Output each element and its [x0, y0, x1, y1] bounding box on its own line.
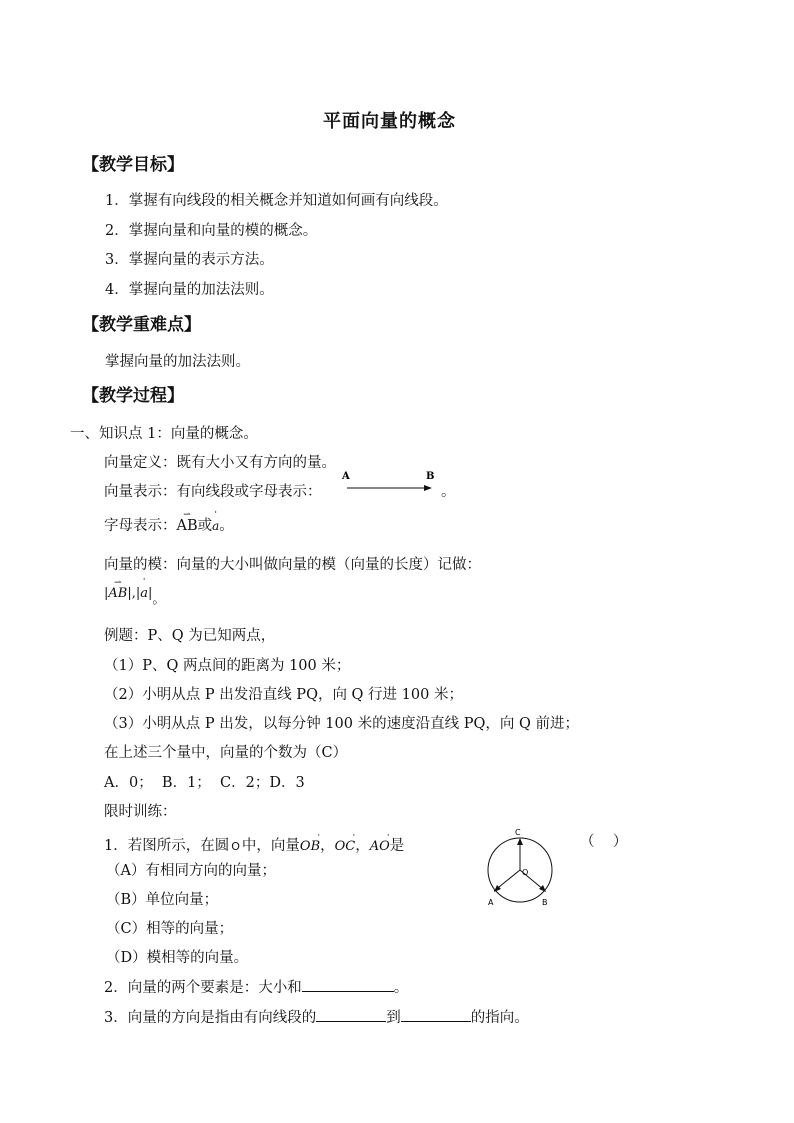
q1-option: （C）相等的向量； — [106, 921, 234, 937]
question-1: 1．若图所示，在圆 O 中，向量 · OB， · OC， · AO是 — [104, 831, 405, 854]
example-item: （3）小明从点 P 出发，以每分钟 100 米的速度沿直线 PQ，向 Q 前进； — [104, 716, 579, 732]
vector-representation — [104, 480, 322, 501]
vector-ab: ⇀ AB — [176, 510, 198, 534]
vector-arrow-icon: ˈ — [214, 511, 217, 521]
blank-line — [401, 1007, 471, 1022]
circle-diagram-svg — [484, 826, 564, 912]
vector-arrow-icon: ˈ — [142, 578, 146, 588]
knowledge-heading: 一、知识点 1：向量的概念。 — [70, 426, 258, 442]
objective-item: 2．掌握向量和向量的模的概念。 — [105, 223, 318, 239]
objective-item: 4．掌握向量的加法法则。 — [105, 282, 274, 298]
answer-paren: （ ） — [580, 834, 628, 850]
vector-a: ˈ a — [140, 578, 149, 601]
question-2: 2．向量的两个要素是：大小和 。 — [104, 976, 408, 997]
key-point-text: 掌握向量的加法法则。 — [105, 354, 250, 370]
page-title: 平面向量的概念 — [323, 111, 456, 132]
arrowhead-c-icon — [517, 838, 523, 845]
example-intro: 例题：P、Q 为已知两点， — [104, 628, 276, 644]
directed-segment-svg — [340, 468, 440, 494]
question-3: 3．向量的方向是指由有向线段的 到 的指向。 — [104, 1006, 529, 1027]
representation-end: 。 — [441, 484, 456, 500]
example-options: A．0； B．1； C．2；D．3 — [104, 775, 305, 791]
vector-ao: · AO — [369, 831, 390, 854]
label-a: A — [488, 898, 494, 907]
training-heading: 限时训练： — [104, 804, 177, 820]
vector-arrow-icon: · — [317, 831, 321, 841]
blank-line — [316, 1007, 386, 1022]
objective-item: 1．掌握有向线段的相关概念并知道如何画有向线段。 — [105, 193, 448, 209]
label-o: O — [522, 868, 529, 877]
objective-item: 3．掌握向量的表示方法。 — [105, 252, 274, 268]
segment-start-label: A — [342, 471, 350, 482]
q1-option: （B）单位向量； — [106, 892, 219, 908]
vector-definition: 向量定义：既有大小又有方向的量。 — [104, 455, 336, 471]
vector-arrow-icon: ⇀ — [114, 578, 122, 588]
q1-option: （A）有相同方向的向量； — [106, 863, 276, 879]
label-b: B — [542, 898, 548, 907]
vector-arrow-icon: · — [352, 831, 356, 841]
example-item: （2）小明从点 P 出发沿直线 PQ，向 Q 行进 100 米； — [104, 687, 463, 703]
vector-ob: · OB — [299, 831, 321, 854]
modulus-notation: | ⇀ AB|,| ˈ a|。 — [104, 578, 166, 607]
example-question: 在上述三个量中，向量的个数为（C） — [104, 745, 348, 761]
section-key-points: 【教学重难点】 — [82, 315, 201, 335]
section-process: 【教学过程】 — [82, 386, 184, 406]
vector-a: ˈ a — [212, 511, 220, 533]
circle-diagram — [484, 826, 564, 912]
vector-oc: · OC — [334, 831, 356, 854]
section-objectives: 【教学目标】 — [82, 155, 184, 175]
letter-representation — [104, 510, 234, 535]
vector-arrow-icon: · — [386, 831, 390, 841]
directed-segment — [340, 468, 440, 494]
letter-end: 。 — [219, 518, 234, 534]
letter-or: 或 — [197, 518, 213, 534]
segment-arrowhead-icon — [424, 485, 432, 491]
arrowhead-b-icon — [539, 885, 546, 892]
example-item: （1）P、Q 两点间的距离为 100 米； — [104, 658, 351, 674]
representation-text: 向量表示：有向线段或字母表示： — [104, 484, 322, 500]
vector-modulus: 向量的模：向量的大小叫做向量的模（向量的长度）记做： — [104, 557, 481, 573]
q1-option: （D）模相等的向量。 — [106, 950, 249, 966]
segment-end-label: B — [426, 471, 435, 482]
vector-arrow-icon: ⇀ — [183, 510, 191, 520]
label-c: C — [515, 828, 521, 837]
vector-ab: ⇀ AB — [108, 578, 128, 601]
blank-line — [302, 977, 394, 992]
letter-label: 字母表示： — [104, 518, 177, 534]
